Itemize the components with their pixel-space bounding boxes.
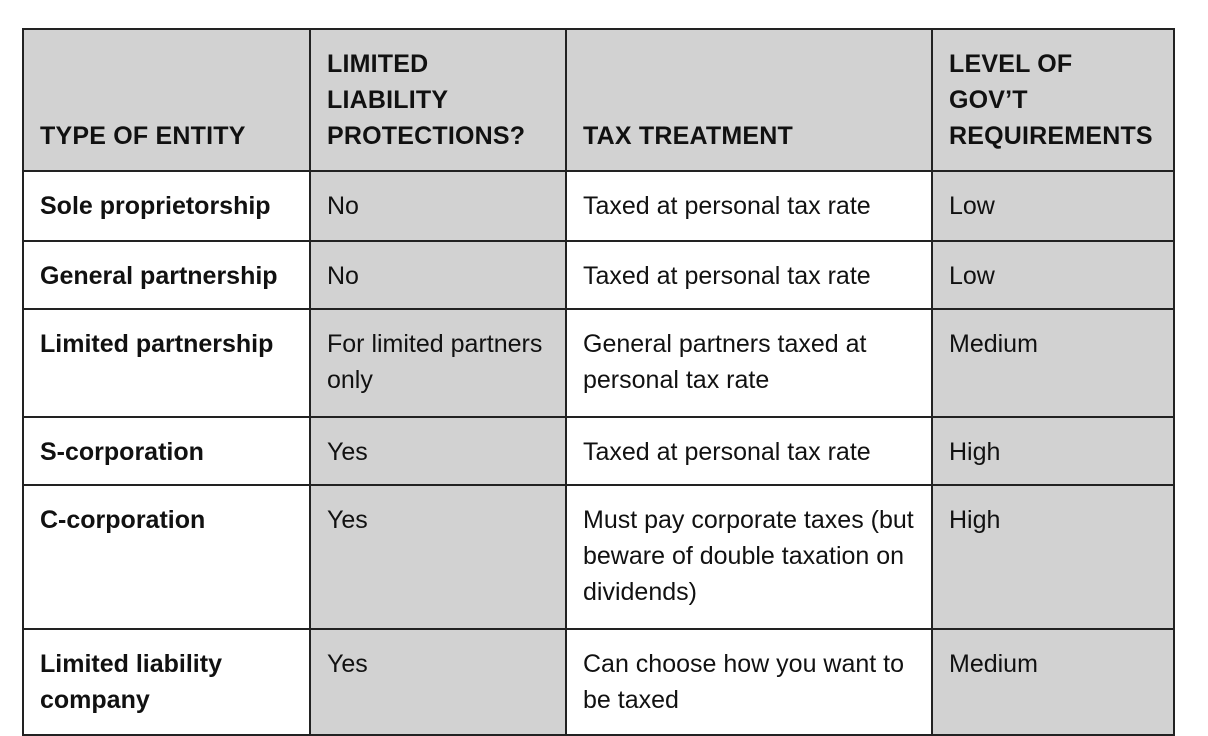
- tax-treatment-cell: General partners taxed at personal tax rate: [566, 309, 932, 417]
- liability-cell: No: [310, 241, 566, 309]
- tax-treatment-cell: Taxed at personal tax rate: [566, 417, 932, 485]
- header-tax-treatment: TAX TREATMENT: [566, 29, 932, 171]
- header-type-of-entity: TYPE OF ENTITY: [23, 29, 310, 171]
- entity-cell: Sole proprietorship: [23, 171, 310, 241]
- requirements-cell: High: [932, 485, 1174, 629]
- entity-comparison-table: [22, 28, 1175, 736]
- requirements-cell: Low: [932, 241, 1174, 309]
- header-gov-requirements: LEVEL OF GOV’T REQUIREMENTS: [932, 29, 1174, 171]
- table-row: [23, 171, 1174, 241]
- tax-treatment-cell: Must pay corporate taxes (but beware of double taxation on dividends): [566, 485, 932, 629]
- tax-treatment-cell: Taxed at personal tax rate: [566, 171, 932, 241]
- table-row: [23, 417, 1174, 485]
- header-limited-liability: LIMITED LIABILITY PROTECTIONS?: [310, 29, 566, 171]
- table-header-row: [23, 29, 1174, 171]
- entity-cell: S-corporation: [23, 417, 310, 485]
- table-row: [23, 485, 1174, 629]
- tax-treatment-cell: Taxed at personal tax rate: [566, 241, 932, 309]
- table-row: [23, 629, 1174, 735]
- liability-cell: No: [310, 171, 566, 241]
- liability-cell: Yes: [310, 485, 566, 629]
- entity-cell: Limited partnership: [23, 309, 310, 417]
- entity-cell: Limited liability company: [23, 629, 310, 735]
- requirements-cell: Medium: [932, 309, 1174, 417]
- liability-cell: Yes: [310, 417, 566, 485]
- tax-treatment-cell: Can choose how you want to be taxed: [566, 629, 932, 735]
- requirements-cell: Medium: [932, 629, 1174, 735]
- requirements-cell: High: [932, 417, 1174, 485]
- entity-cell: General partnership: [23, 241, 310, 309]
- entity-cell: C-corporation: [23, 485, 310, 629]
- table-row: [23, 241, 1174, 309]
- requirements-cell: Low: [932, 171, 1174, 241]
- liability-cell: For limited partners only: [310, 309, 566, 417]
- entity-comparison-table-container: [22, 28, 1175, 736]
- table-row: [23, 309, 1174, 417]
- liability-cell: Yes: [310, 629, 566, 735]
